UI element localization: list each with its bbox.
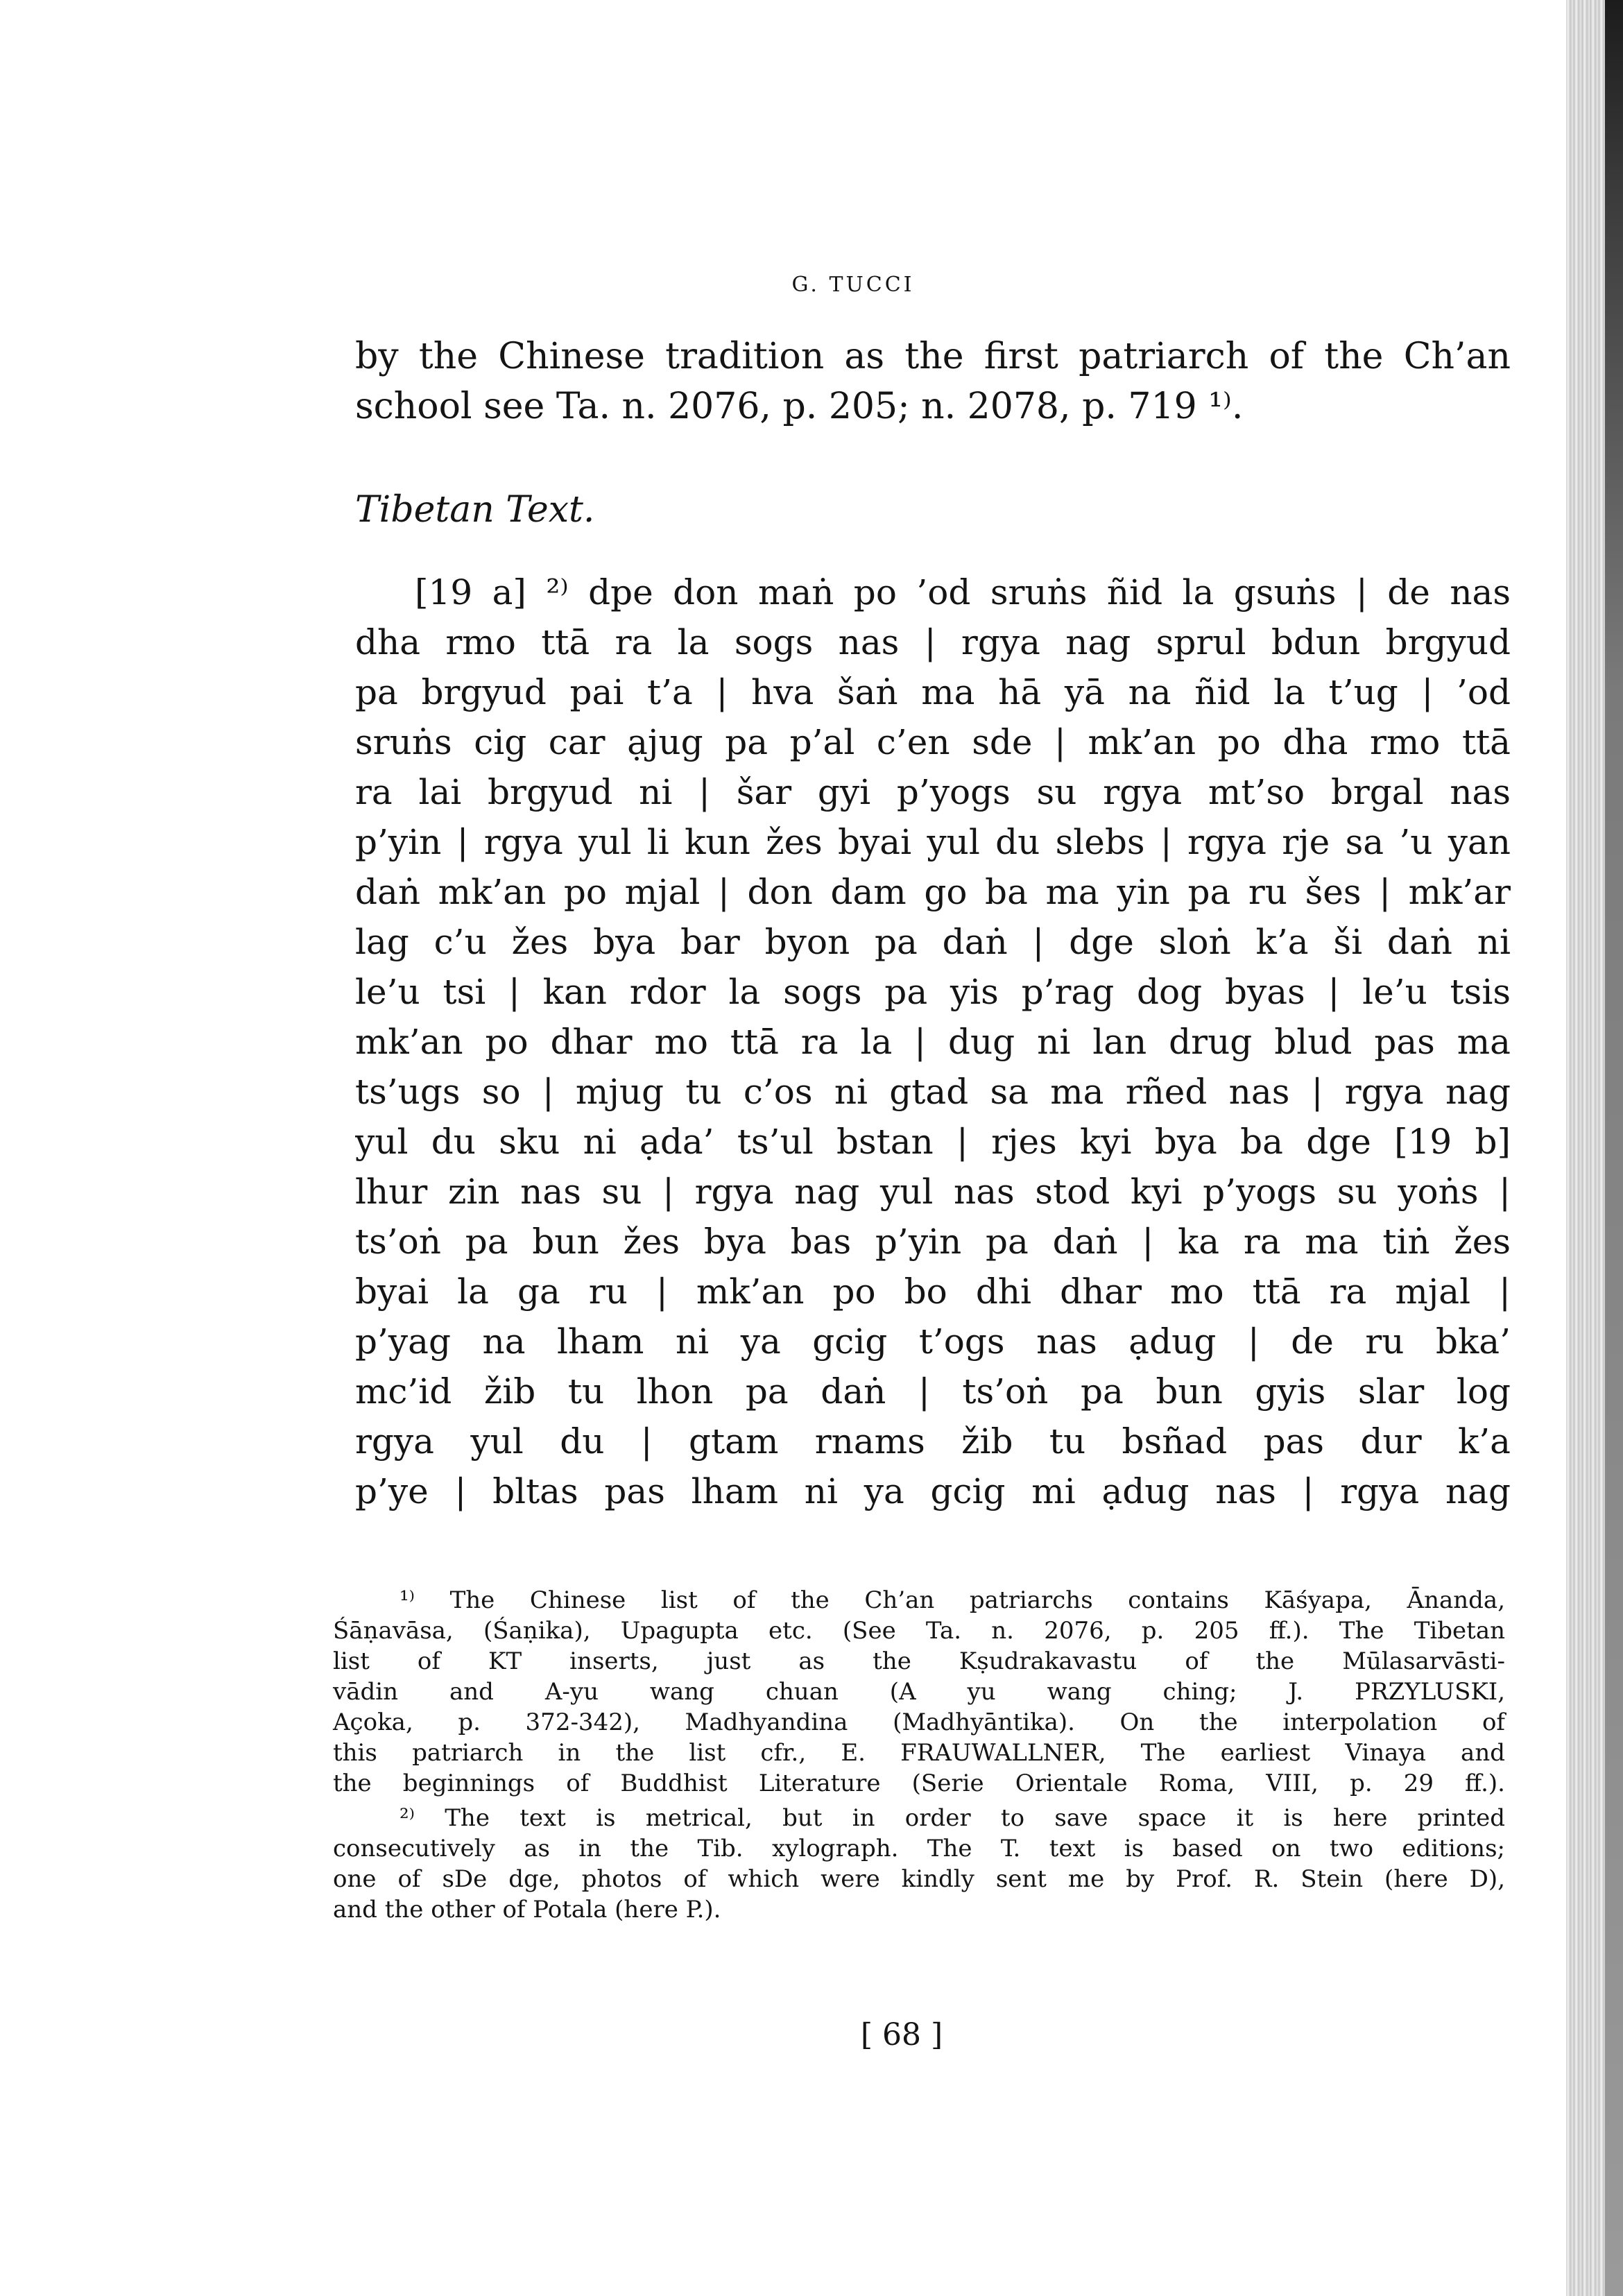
tibetan-line: pa brgyud pai t’a | hva šaṅ ma hā yā na ñid la t’ug | ’od: [355, 672, 1511, 712]
tibetan-line: le’u tsi | kan rdor la sogs pa yis p’rag dog byas | le’u tsis: [355, 972, 1511, 1012]
footnote-line: ¹⁾ The Chinese list of the Ch’an patriarchs contains Kāśyapa, Ānanda,: [400, 1586, 1505, 1614]
footnote-line: list of KT inserts, just as the Kṣudrakavastu of the Mūlasarvāsti-: [333, 1647, 1505, 1675]
page-number: [ 68 ]: [860, 2017, 943, 2053]
tibetan-line: p’yin | rgya yul li kun žes byai yul du slebs | rgya rje sa ’u yan: [355, 822, 1511, 862]
intro-line-2: school see Ta. n. 2076, p. 205; n. 2078, p. 719 ¹⁾.: [355, 386, 1244, 427]
footnote-line: the beginnings of Buddhist Literature (Serie Orientale Roma, VIII, p. 29 ff.).: [333, 1770, 1505, 1797]
page-binding-edge: [1605, 0, 1623, 2296]
footnote-line: Açoka, p. 372-342), Madhyandina (Madhyāntika). On the interpolation of: [333, 1708, 1505, 1736]
tibetan-line: mc’id žib tu lhon pa daṅ | ts’oṅ pa bun gyis slar log: [355, 1371, 1511, 1412]
tibetan-line: p’ye | bltas pas lham ni ya gcig mi ạdug nas | rgya nag: [355, 1471, 1511, 1511]
tibetan-line: ts’ugs so | mjug tu c’os ni gtad sa ma rñed nas | rgya nag: [355, 1072, 1511, 1112]
intro-paragraph: [355, 332, 1511, 431]
section-title: Tibetan Text.: [355, 489, 595, 531]
footnote-line: this patriarch in the list cfr., E. FRAUWALLNER, The earliest Vinaya and: [333, 1739, 1505, 1767]
tibetan-line: mk’an po dhar mo ttā ra la | dug ni lan drug blud pas ma: [355, 1022, 1511, 1062]
tibetan-line: [19 a] ²⁾ dpe don maṅ po ’od sruṅs ñid la gsuṅs | de nas: [415, 572, 1511, 612]
tibetan-line: daṅ mk’an po mjal | don dam go ba ma yin pa ru šes | mk’ar: [355, 872, 1511, 912]
footnote-line: one of sDe dge, photos of which were kindly sent me by Prof. R. Stein (here D),: [333, 1865, 1505, 1893]
footnote-line: vādin and A-yu wang chuan (A yu wang ching; J. PRZYLUSKI,: [333, 1678, 1505, 1706]
footnote-2: [333, 1803, 1505, 1925]
footnote-line: and the other of Potala (here P.).: [333, 1896, 721, 1924]
footnotes: [333, 1585, 1505, 1925]
running-head: G. TUCCI: [791, 273, 915, 297]
tibetan-line: byai la ga ru | mk’an po bo dhi dhar mo ttā ra mjal |: [355, 1271, 1511, 1312]
footnote-line: Śāṇavāsa, (Śaṇika), Upagupta etc. (See Ta. n. 2076, p. 205 ff.). The Tibetan: [333, 1617, 1505, 1645]
tibetan-line: dha rmo ttā ra la sogs nas | rgya nag sprul bdun brgyud: [355, 622, 1511, 662]
tibetan-line: rgya yul du | gtam rnams žib tu bsñad pas dur k’a: [355, 1421, 1511, 1462]
tibetan-line: sruṅs cig car ạjug pa p’al c’en sde | mk’an po dha rmo ttā: [355, 722, 1511, 762]
tibetan-line: ts’oṅ pa bun žes bya bas p’yin pa daṅ | ka ra ma tiṅ žes: [355, 1222, 1511, 1262]
tibetan-line: p’yag na lham ni ya gcig t’ogs nas ạdug | de ru bka’: [355, 1321, 1511, 1362]
tibetan-line: ra lai brgyud ni | šar gyi p’yogs su rgya mt’so brgal nas: [355, 772, 1511, 812]
footnote-line: consecutively as in the Tib. xylograph. The T. text is based on two editions;: [333, 1835, 1505, 1862]
tibetan-text-block: [355, 567, 1511, 1516]
intro-line-1: by the Chinese tradition as the first patriarch of the Ch’an: [355, 336, 1511, 377]
tibetan-line: lag c’u žes bya bar byon pa daṅ | dge sloṅ k’a ši daṅ ni: [355, 922, 1511, 962]
footnote-1: [333, 1585, 1505, 1799]
tibetan-line: lhur zin nas su | rgya nag yul nas stod kyi p’yogs su yoṅs |: [355, 1172, 1511, 1212]
tibetan-line: yul du sku ni ạda’ ts’ul bstan | rjes kyi bya ba dge [19 b]: [355, 1122, 1511, 1162]
footnote-line: ²⁾ The text is metrical, but in order to save space it is here printed: [400, 1804, 1505, 1832]
